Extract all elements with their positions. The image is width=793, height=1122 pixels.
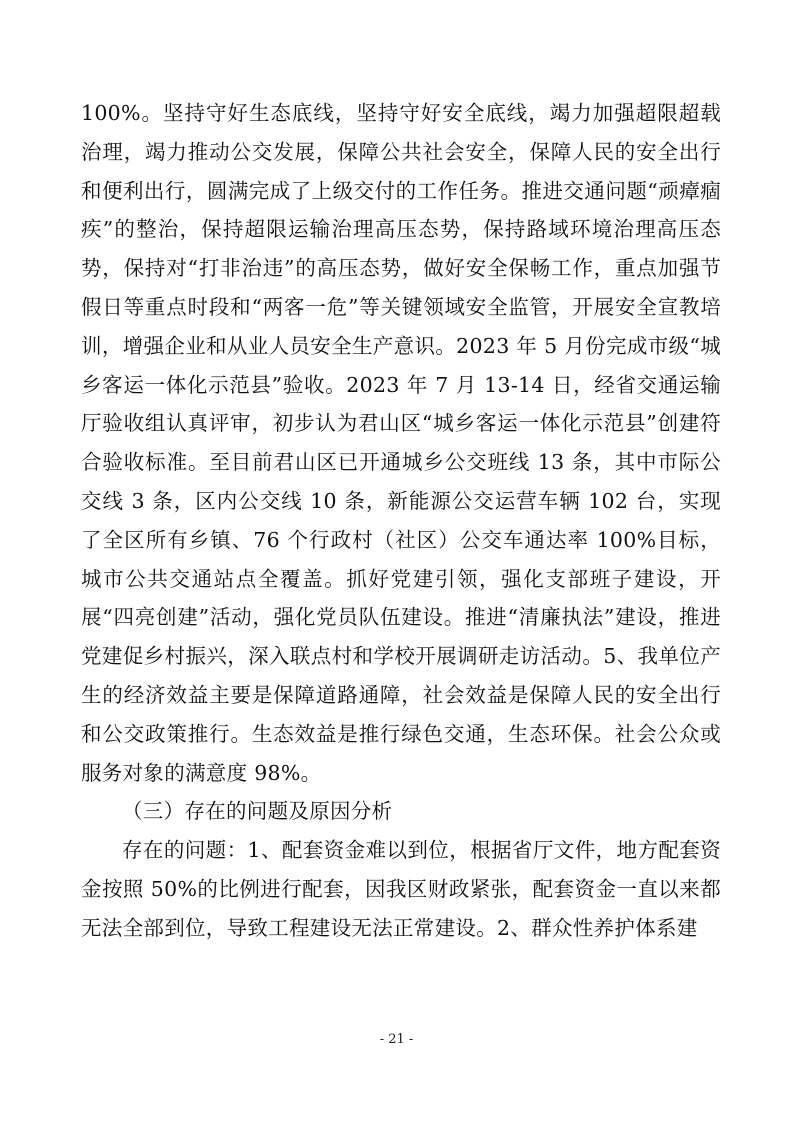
document-body <box>81 94 721 948</box>
page-number: - 21 - <box>379 1032 414 1047</box>
paragraph-work-summary: 100%。坚持守好生态底线，坚持守好安全底线，竭力加强超限超载治理，竭力推动公交发展，保障公共社会安全，保障人民的安全出行和便利出行，圆满完成了上级交付的工作任务。推进交通问题“顽瘴痼疾”的整治，保持超限运输治理高压态势，保持路域环境治理高压态势，保持对“打非治违”的高压态势，做好安全保畅工作，重点加强节假日等重点时段和“两客一危”等关键领域安全监管，开展安全宣教培训，增强企业和从业人员安全生产意识。2023 年 5 月份完成市级“城乡客运一体化示范县”验收。2023 年 7 月 13-14 日，经省交通运输厅验收组认真评审，初步认为君山区“城乡客运一体化示范县”创建符合验收标准。至目前君山区已开通城乡公交班线 13 条，其中市际公交线 3 条，区内公交线 10 条，新能源公交运营车辆 102 台，实现了全区所有乡镇、76 个行政村（社区）公交车通达率 100%目标，城市公共交通站点全覆盖。抓好党建引领，强化支部班子建设，开展“四亮创建”活动，强化党员队伍建设。推进“清廉执法”建设，推进党建促乡村振兴，深入联点村和学校开展调研走访活动。5、我单位产生的经济效益主要是保障道路通障，社会效益是保障人民的安全出行和公交政策推行。生态效益是推行绿色交通，生态环保。社会公众或服务对象的满意度 98%。 <box>81 101 721 785</box>
paragraph-problems: 存在的问题：1、配套资金难以到位，根据省厅文件，地方配套资金按照 50%的比例进行配套，因我区财政紧张，配套资金一直以来都无法全部到位，导致工程建设无法正常建设。2、群众性养护体系建 <box>81 838 721 940</box>
section-heading-problems: （三）存在的问题及原因分析 <box>122 799 393 824</box>
